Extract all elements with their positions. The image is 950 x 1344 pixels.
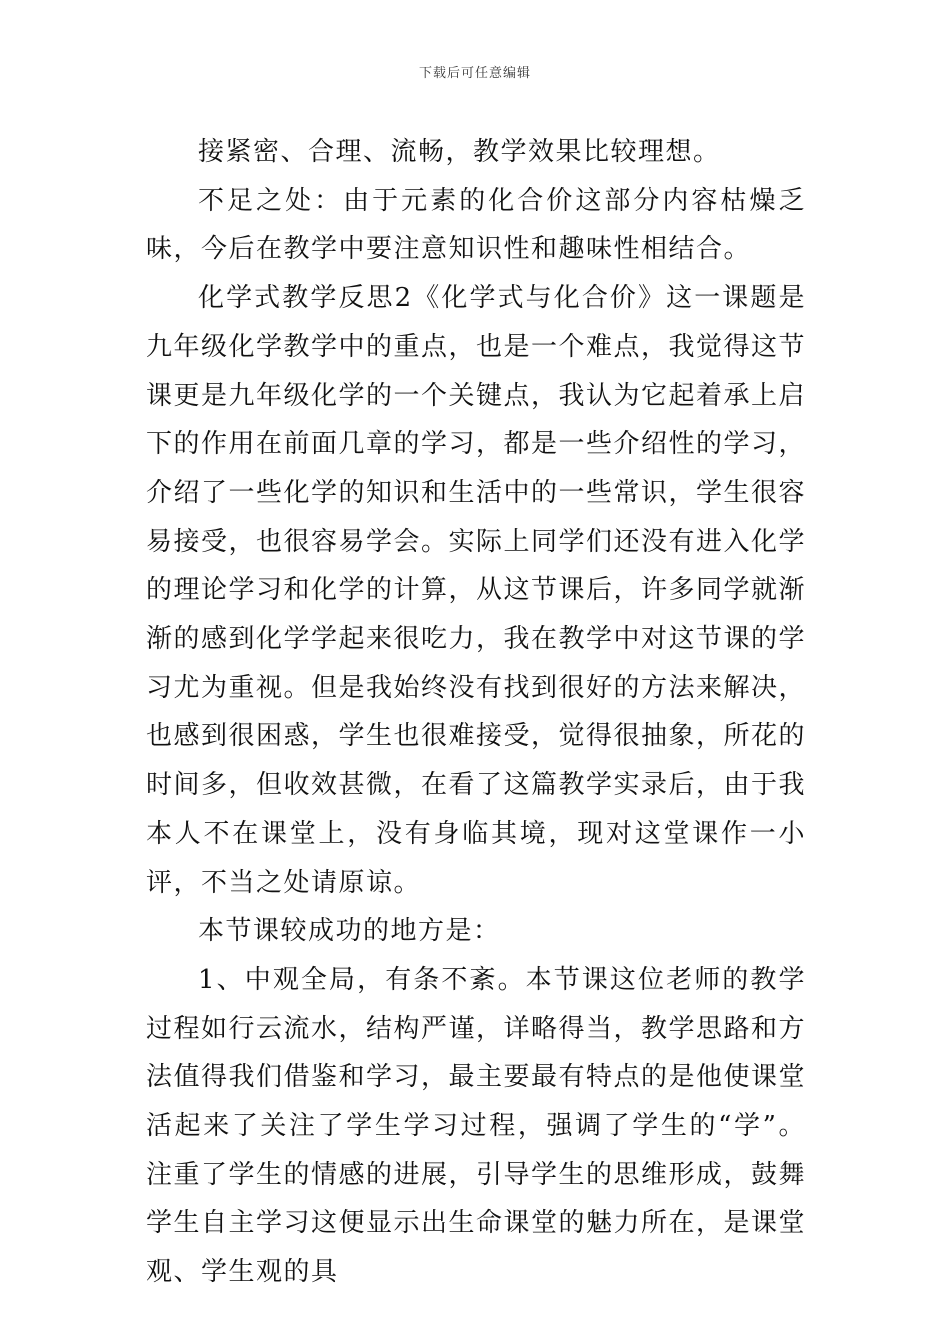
paragraph-5: 1、中观全局，有条不紊。本节课这位老师的教学过程如行云流水，结构严谨，详略得当，教学思路和方法值得我们借鉴和学习，最主要最有特点的是他使课堂活起来了关注了学生学习过程，强调了学生的“学”。注重了学生的情感的进展，引导学生的思维形成，鼓舞学生自主学习这便显示出生命课堂的魅力所在，是课堂观、学生观的具 xyxy=(146,964,807,1288)
paragraph-1: 接紧密、合理、流畅，教学效果比较理想。 xyxy=(198,137,721,167)
paragraph-4: 本节课较成功的地方是： xyxy=(198,916,501,947)
paragraph-2: 不足之处：由于元素的化合价这部分内容枯燥乏味，今后在教学中要注意知识性和趣味性相结合。 xyxy=(146,185,806,265)
document-body xyxy=(146,128,806,1297)
page-header: 下载后可任意编辑 xyxy=(418,66,531,81)
paragraph-3: 化学式教学反思2《化学式与化合价》这一课题是九年级化学教学中的重点，也是一个难点，我觉得这节课更是九年级化学的一个关键点，我认为它起着承上启下的作用在前面几章的学习，都是一些介绍性的学习，介绍了一些化学的知识和生活中的一些常识，学生很容易接受，也很容易学会。实际上同学们还没有进入化学的理论学习和化学的计算，从这节课后，许多同学就渐渐的感到化学学起来很吃力，我在教学中对这节课的学习尤为重视。但是我始终没有找到很好的方法来解决，也感到很困惑，学生也很难接受，觉得很抽象，所花的时间多，但收效甚微，在看了这篇教学实录后，由于我本人不在课堂上，没有身临其境，现对这堂课作一小评，不当之处请原谅。 xyxy=(146,283,807,898)
